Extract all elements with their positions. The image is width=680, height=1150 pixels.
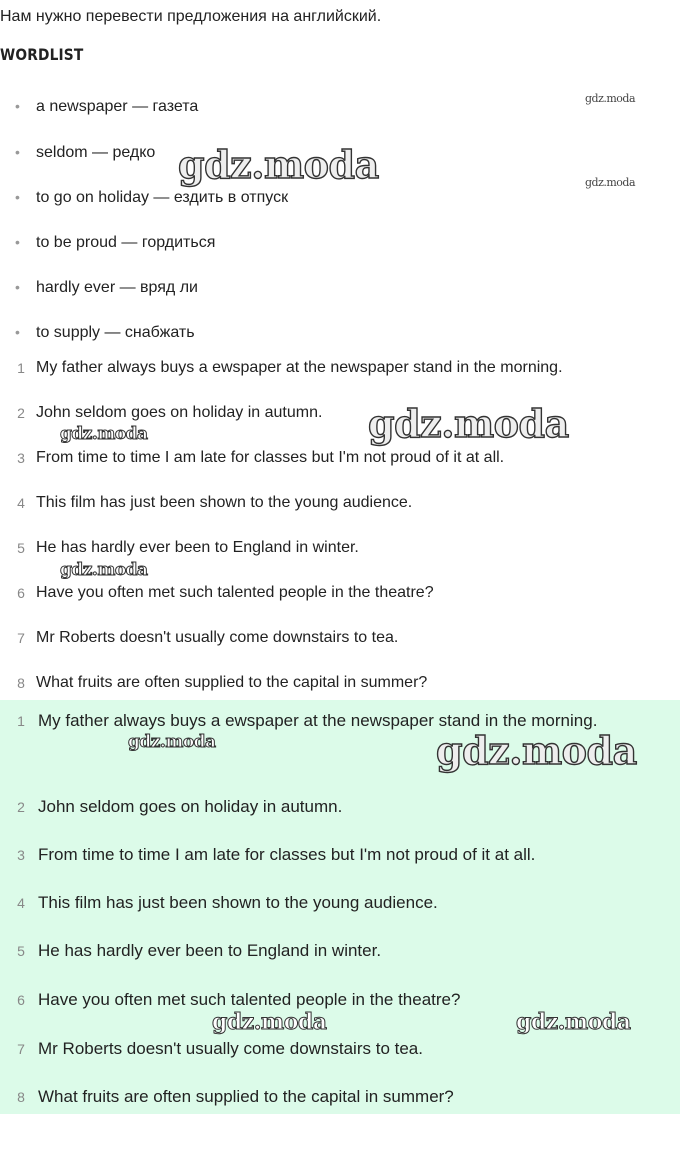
answer-number: 1 (17, 713, 25, 729)
answer-text: This film has just been shown to the young audience. (38, 893, 438, 912)
watermark: gdz.moda (516, 1009, 631, 1035)
answer-number: 8 (17, 1089, 25, 1105)
watermark: gdz.moda (60, 424, 148, 444)
sentence-text: Have you often met such talented people in the theatre? (36, 584, 434, 601)
answer-number: 7 (17, 1041, 25, 1057)
sentence-text: What fruits are often supplied to the capital in summer? (36, 674, 428, 691)
wordlist-item-text: hardly ever — вряд ли (36, 279, 198, 296)
answer-block (0, 700, 680, 1114)
sentence-number: 3 (17, 450, 25, 466)
sentence-text: From time to time I am late for classes but I'm not proud of it at all. (36, 449, 505, 466)
bullet-icon: • (15, 189, 20, 205)
answer-text: John seldom goes on holiday in autumn. (38, 797, 343, 816)
answer-number: 4 (17, 895, 25, 911)
sentence-number: 5 (17, 540, 25, 556)
watermark: gdz.moda (585, 176, 636, 189)
wordlist-item-text: to go on holiday — ездить в отпуск (36, 189, 289, 206)
watermark: gdz.moda (178, 142, 379, 187)
sentence-number: 7 (17, 630, 25, 646)
sentence-number: 1 (17, 360, 25, 376)
wordlist-item-text: to be proud — гордиться (36, 234, 216, 251)
bullet-icon: • (15, 324, 20, 340)
bullet-icon: • (15, 144, 20, 160)
watermark: gdz.moda (60, 560, 148, 580)
watermark: gdz.moda (128, 732, 216, 752)
bullet-icon: • (15, 234, 20, 250)
sentence-text: John seldom goes on holiday in autumn. (36, 404, 323, 421)
sentence-number: 2 (17, 405, 25, 421)
watermark: gdz.moda (436, 728, 637, 773)
wordlist-item-text: to supply — снабжать (36, 324, 195, 341)
answer-number: 6 (17, 992, 25, 1008)
answer-text: He has hardly ever been to England in winter. (38, 941, 382, 960)
wordlist-item-text: seldom — редко (36, 144, 156, 161)
answer-text: My father always buys a ewspaper at the newspaper stand in the morning. (38, 711, 598, 730)
answer-number: 2 (17, 799, 25, 815)
wordlist-item-text: a newspaper — газета (36, 98, 199, 115)
answer-text: From time to time I am late for classes but I'm not proud of it at all. (38, 845, 536, 864)
answer-text: What fruits are often supplied to the capital in summer? (38, 1087, 454, 1106)
answer-text: Have you often met such talented people in the theatre? (38, 990, 461, 1009)
watermark: gdz.moda (368, 401, 569, 446)
watermark: gdz.moda (585, 92, 636, 105)
bullet-icon: • (15, 98, 20, 114)
sentence-number: 6 (17, 585, 25, 601)
sentence-text: My father always buys a ewspaper at the newspaper stand in the morning. (36, 359, 563, 376)
sentence-text: This film has just been shown to the young audience. (36, 494, 413, 511)
bullet-icon: • (15, 279, 20, 295)
wordlist-heading: WORDLIST (0, 45, 84, 64)
sentence-text: Mr Roberts doesn't usually come downstairs to tea. (36, 629, 399, 646)
intro-text: Нам нужно перевести предложения на английский. (0, 8, 382, 25)
answer-text: Mr Roberts doesn't usually come downstairs to tea. (38, 1039, 423, 1058)
answer-number: 5 (17, 943, 25, 959)
watermark: gdz.moda (212, 1009, 327, 1035)
sentence-number: 4 (17, 495, 25, 511)
sentence-number: 8 (17, 675, 25, 691)
sentence-text: He has hardly ever been to England in winter. (36, 539, 359, 556)
answer-number: 3 (17, 847, 25, 863)
